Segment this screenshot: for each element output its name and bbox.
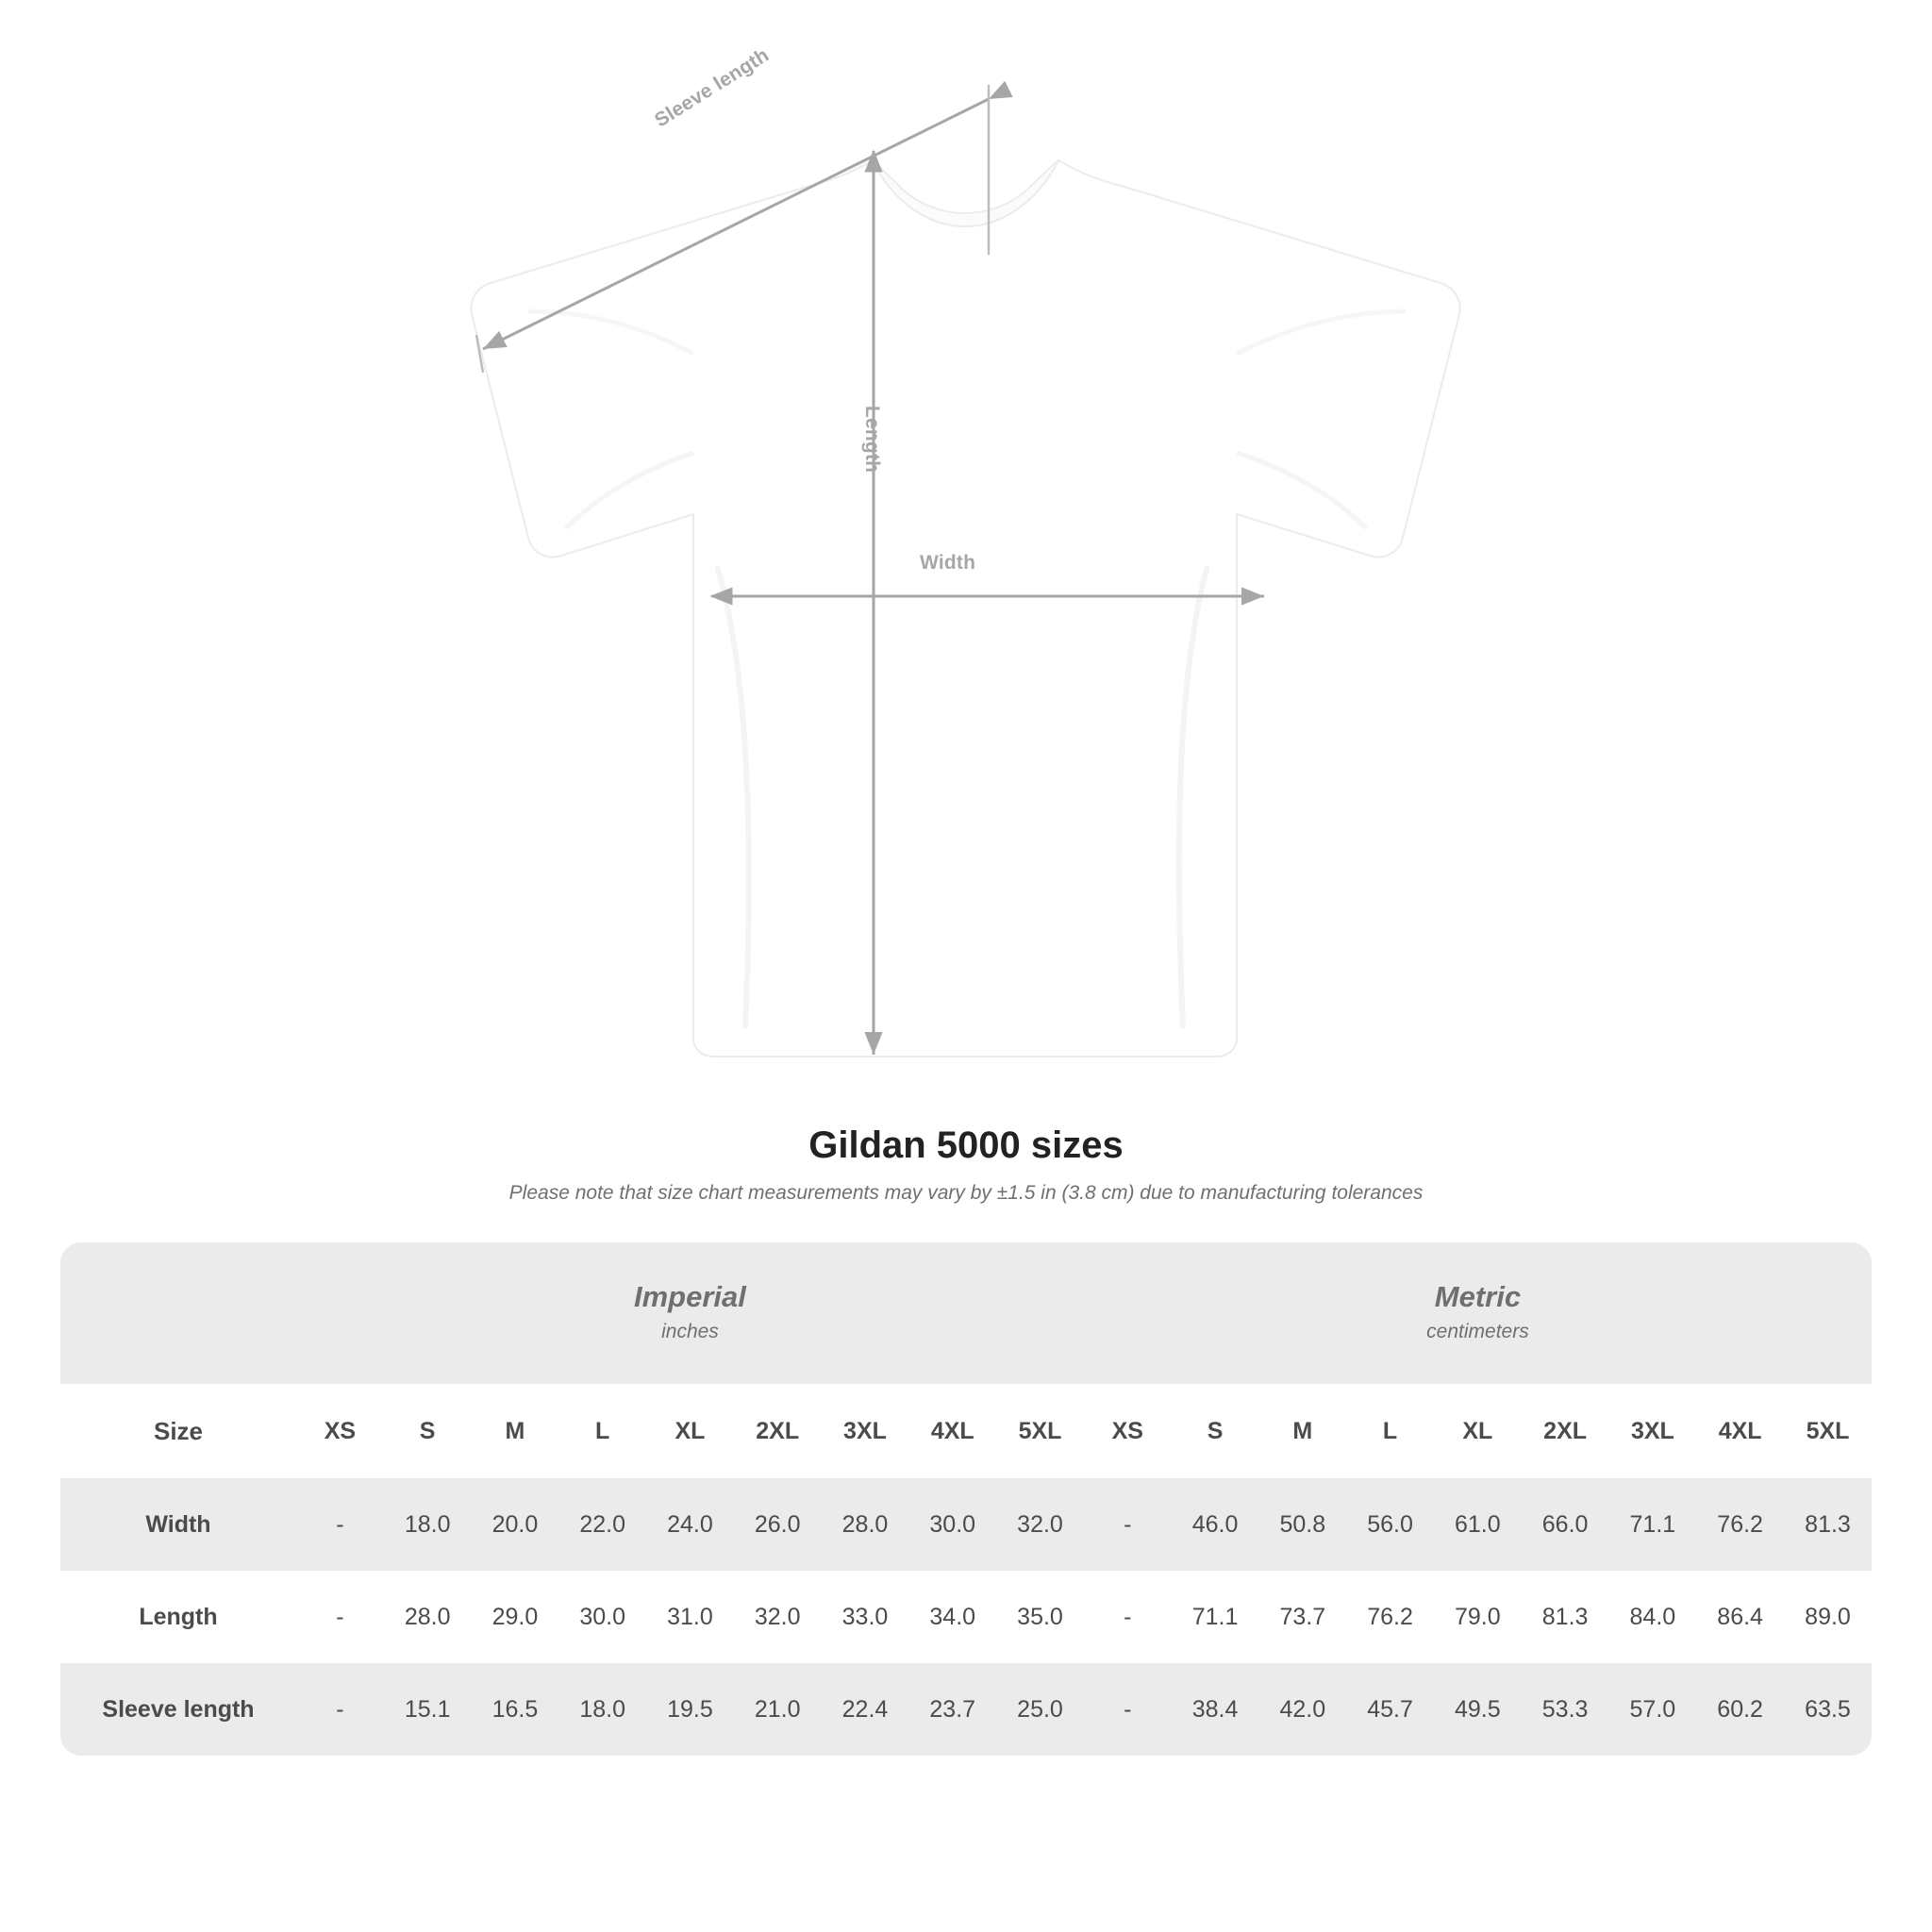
- width-metric-m: 50.8: [1258, 1478, 1346, 1571]
- size-header-metric-5xl: 5XL: [1784, 1384, 1872, 1478]
- width-imperial-2xl: 26.0: [734, 1478, 822, 1571]
- width-metric-l: 56.0: [1346, 1478, 1434, 1571]
- length-imperial-s: 28.0: [384, 1571, 472, 1663]
- sleeve-metric-l: 45.7: [1346, 1663, 1434, 1756]
- length-imperial-l: 30.0: [558, 1571, 646, 1663]
- size-table-wrapper: [60, 1242, 1872, 1756]
- length-imperial-m: 29.0: [472, 1571, 559, 1663]
- size-header-imperial-m: M: [472, 1384, 559, 1478]
- length-label: Length: [861, 406, 883, 474]
- size-header-metric-3xl: 3XL: [1608, 1384, 1696, 1478]
- width-metric-xl: 61.0: [1434, 1478, 1522, 1571]
- sleeve-imperial-5xl: 25.0: [996, 1663, 1084, 1756]
- size-header-imperial-xl: XL: [646, 1384, 734, 1478]
- sleeve-metric-2xl: 53.3: [1522, 1663, 1609, 1756]
- width-imperial-xl: 24.0: [646, 1478, 734, 1571]
- length-metric-3xl: 84.0: [1608, 1571, 1696, 1663]
- unit-header-spacer: [60, 1242, 296, 1384]
- width-imperial-3xl: 28.0: [822, 1478, 909, 1571]
- row-label-width: Width: [60, 1478, 296, 1571]
- length-metric-5xl: 89.0: [1784, 1571, 1872, 1663]
- length-metric-m: 73.7: [1258, 1571, 1346, 1663]
- title-block: [0, 1124, 1932, 1205]
- size-header-metric-l: L: [1346, 1384, 1434, 1478]
- length-imperial-5xl: 35.0: [996, 1571, 1084, 1663]
- sleeve-metric-s: 38.4: [1172, 1663, 1259, 1756]
- sleeve-metric-5xl: 63.5: [1784, 1663, 1872, 1756]
- size-table: [60, 1242, 1872, 1756]
- unit-metric-name: Metric: [1434, 1279, 1522, 1313]
- width-imperial-5xl: 32.0: [996, 1478, 1084, 1571]
- sleeve-metric-3xl: 57.0: [1608, 1663, 1696, 1756]
- size-header-imperial-3xl: 3XL: [822, 1384, 909, 1478]
- length-imperial-xl: 31.0: [646, 1571, 734, 1663]
- sleeve-imperial-xl: 19.5: [646, 1663, 734, 1756]
- table-row: [60, 1663, 1872, 1756]
- sleeve-imperial-3xl: 22.4: [822, 1663, 909, 1756]
- size-header-imperial-2xl: 2XL: [734, 1384, 822, 1478]
- width-metric-3xl: 71.1: [1608, 1478, 1696, 1571]
- table-row: [60, 1571, 1872, 1663]
- row-label-sleeve-length: Sleeve length: [60, 1663, 296, 1756]
- length-metric-xs: -: [1084, 1571, 1172, 1663]
- tshirt-shape: [471, 160, 1459, 1057]
- row-label-length: Length: [60, 1571, 296, 1663]
- width-imperial-xs: -: [296, 1478, 384, 1571]
- width-metric-s: 46.0: [1172, 1478, 1259, 1571]
- width-imperial-s: 18.0: [384, 1478, 472, 1571]
- size-header-imperial-xs: XS: [296, 1384, 384, 1478]
- size-header-metric-2xl: 2XL: [1522, 1384, 1609, 1478]
- width-metric-xs: -: [1084, 1478, 1172, 1571]
- sleeve-imperial-2xl: 21.0: [734, 1663, 822, 1756]
- width-metric-2xl: 66.0: [1522, 1478, 1609, 1571]
- size-header-metric-xl: XL: [1434, 1384, 1522, 1478]
- width-imperial-l: 22.0: [558, 1478, 646, 1571]
- unit-header-row: [60, 1242, 1872, 1384]
- size-header-metric-4xl: 4XL: [1696, 1384, 1784, 1478]
- length-imperial-2xl: 32.0: [734, 1571, 822, 1663]
- width-imperial-4xl: 30.0: [908, 1478, 996, 1571]
- size-header-imperial-5xl: 5XL: [996, 1384, 1084, 1478]
- size-header-imperial-s: S: [384, 1384, 472, 1478]
- sleeve-metric-4xl: 60.2: [1696, 1663, 1784, 1756]
- sleeve-imperial-l: 18.0: [558, 1663, 646, 1756]
- tolerance-note: Please note that size chart measurements may vary by ±1.5 in (3.8 cm) due to manufacturing tolerances: [508, 1182, 1424, 1204]
- unit-imperial-name: Imperial: [634, 1279, 746, 1313]
- length-metric-2xl: 81.3: [1522, 1571, 1609, 1663]
- sleeve-imperial-s: 15.1: [384, 1663, 472, 1756]
- width-label: Width: [920, 552, 976, 574]
- length-metric-s: 71.1: [1172, 1571, 1259, 1663]
- length-metric-4xl: 86.4: [1696, 1571, 1784, 1663]
- table-row: [60, 1478, 1872, 1571]
- unit-metric-sub: centimeters: [1426, 1320, 1529, 1342]
- sleeve-metric-xl: 49.5: [1434, 1663, 1522, 1756]
- unit-imperial-sub: inches: [661, 1320, 719, 1342]
- length-metric-l: 76.2: [1346, 1571, 1434, 1663]
- unit-header-metric: [1084, 1242, 1872, 1384]
- width-metric-5xl: 81.3: [1784, 1478, 1872, 1571]
- size-header-metric-xs: XS: [1084, 1384, 1172, 1478]
- sleeve-imperial-4xl: 23.7: [908, 1663, 996, 1756]
- size-header-imperial-4xl: 4XL: [908, 1384, 996, 1478]
- width-metric-4xl: 76.2: [1696, 1478, 1784, 1571]
- size-header-metric-s: S: [1172, 1384, 1259, 1478]
- size-header-metric-m: M: [1258, 1384, 1346, 1478]
- width-imperial-m: 20.0: [472, 1478, 559, 1571]
- sleeve-metric-xs: -: [1084, 1663, 1172, 1756]
- length-imperial-4xl: 34.0: [908, 1571, 996, 1663]
- page-title: Gildan 5000 sizes: [808, 1124, 1124, 1166]
- sleeve-metric-m: 42.0: [1258, 1663, 1346, 1756]
- length-imperial-xs: -: [296, 1571, 384, 1663]
- size-header-imperial-l: L: [558, 1384, 646, 1478]
- sleeve-imperial-xs: -: [296, 1663, 384, 1756]
- size-header-row: [60, 1384, 1872, 1478]
- size-corner-label: Size: [60, 1384, 296, 1478]
- length-metric-xl: 79.0: [1434, 1571, 1522, 1663]
- unit-header-imperial: [296, 1242, 1084, 1384]
- length-imperial-3xl: 33.0: [822, 1571, 909, 1663]
- sleeve-length-label: Sleeve length: [651, 43, 774, 132]
- sleeve-imperial-m: 16.5: [472, 1663, 559, 1756]
